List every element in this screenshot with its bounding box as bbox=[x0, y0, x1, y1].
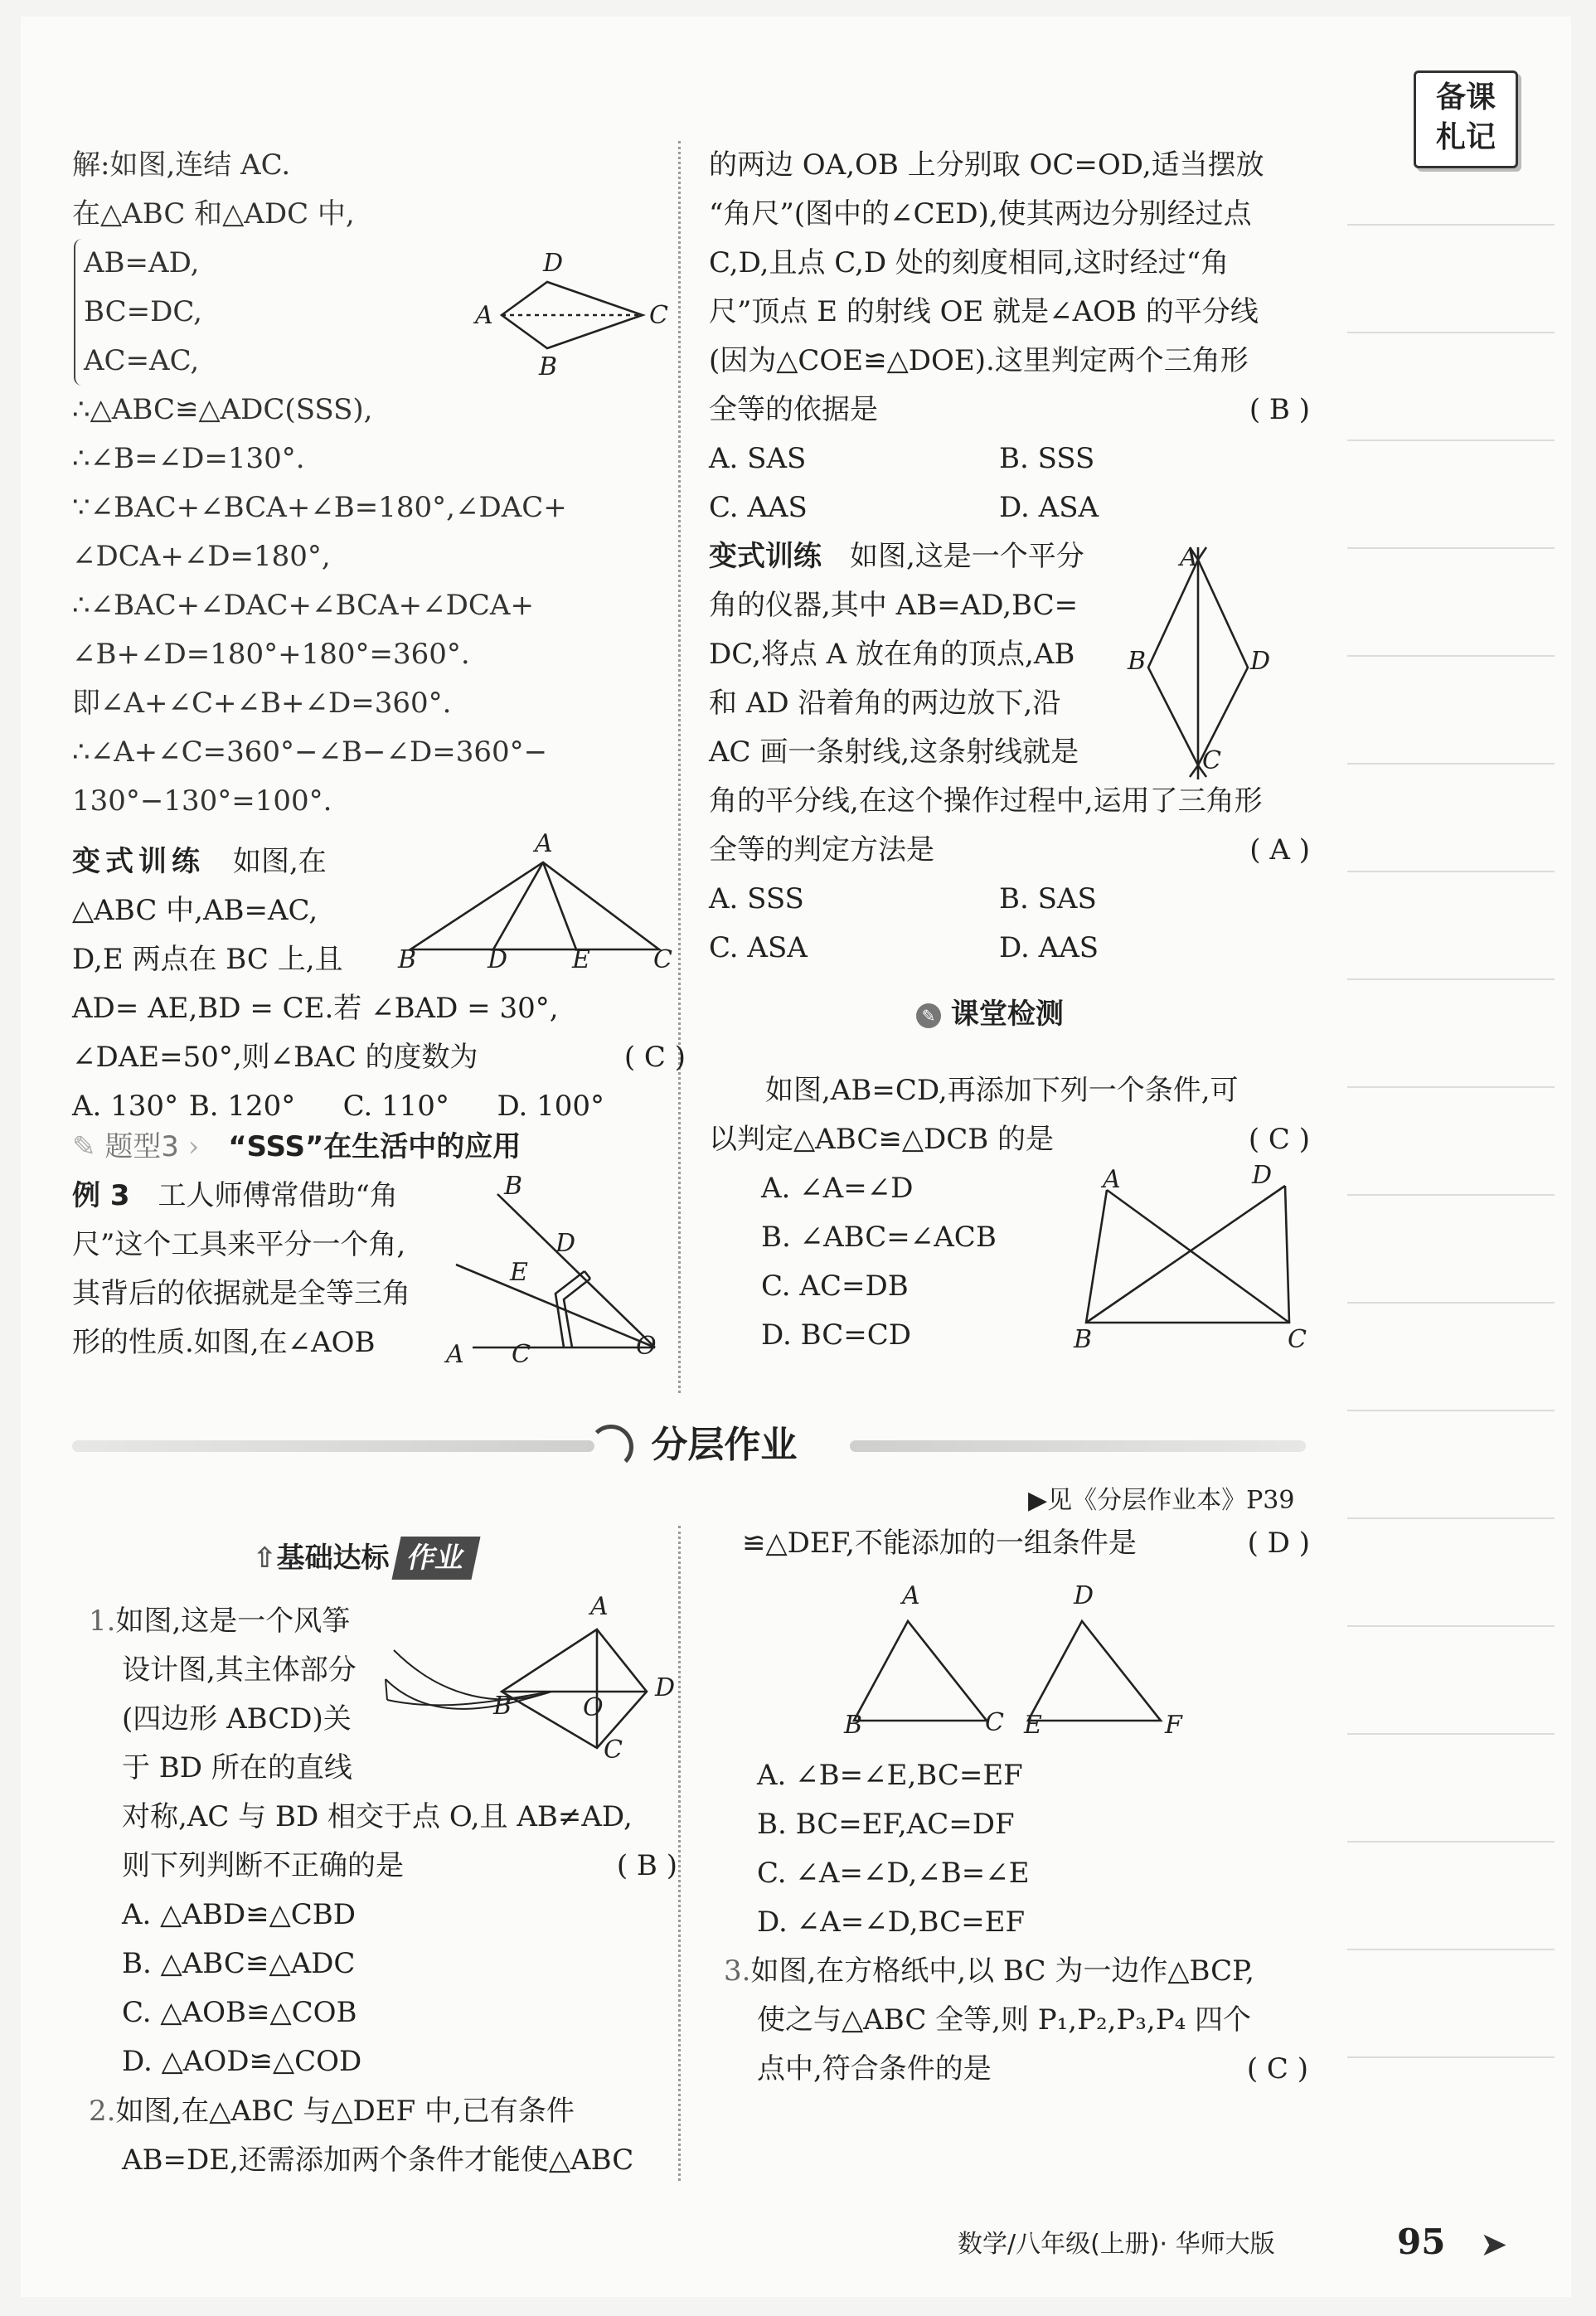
option-a: A. SAS bbox=[709, 442, 807, 475]
layered-title: 分层作业 bbox=[651, 1424, 798, 1466]
solution-line: ∴∠BAC+∠DAC+∠BCA+∠DCA+ bbox=[72, 589, 534, 622]
option-a: A. SSS bbox=[709, 882, 804, 915]
question-2-continued bbox=[742, 1519, 1310, 1568]
question-line: 如图,AB=CD,再添加下列一个条件,可 bbox=[765, 1074, 1239, 1107]
fig3-label-c: C bbox=[512, 1340, 531, 1369]
fig6-label-d: D bbox=[655, 1673, 676, 1702]
option-b: B. SAS bbox=[999, 882, 1097, 915]
bowtie-figure bbox=[1082, 1169, 1306, 1335]
fig2-label-a: A bbox=[535, 829, 553, 858]
fig7-label-b: B bbox=[844, 1711, 863, 1740]
fig1-label-a: A bbox=[475, 301, 493, 330]
fig6-label-c: C bbox=[604, 1736, 623, 1765]
note-tag-line: 札记 bbox=[1435, 120, 1496, 154]
option-c: C. 110° bbox=[342, 1090, 449, 1123]
fig2-label-d: D bbox=[488, 945, 508, 974]
note-tag-line: 备课 bbox=[1435, 80, 1496, 114]
textbook-page bbox=[21, 17, 1571, 2297]
variant-line: 如图,这是一个平分 bbox=[850, 540, 1084, 573]
question-2 bbox=[89, 2087, 677, 2185]
fig1-label-d: D bbox=[543, 249, 564, 278]
option-b: B. ∠ABC=∠ACB bbox=[761, 1221, 997, 1254]
solution-line: 即∠A+∠C+∠B+∠D=360°. bbox=[72, 687, 452, 720]
solution-line: 130°−130°=100°. bbox=[72, 784, 332, 818]
solution-line: AC=AC, bbox=[84, 344, 200, 377]
classroom-title: 课堂检测 bbox=[950, 998, 1064, 1031]
solution-line: AB=AD, bbox=[84, 246, 200, 279]
option-d: D. AAS bbox=[999, 931, 1099, 964]
fig2-label-c: C bbox=[653, 945, 672, 974]
note-tag bbox=[1414, 70, 1518, 168]
variant-line: DC,将点 A 放在角的顶点,AB bbox=[709, 638, 1075, 671]
option-d: D. △AOD≌△COD bbox=[122, 2045, 362, 2078]
question-3 bbox=[724, 1947, 1308, 2094]
banner-line-right bbox=[850, 1440, 1306, 1452]
footer-book-title: 数学/八年级(上册)· 华师大版 bbox=[958, 2230, 1275, 2259]
example-line: C,D,且点 C,D 处的刻度相同,这时经过“角 bbox=[709, 246, 1230, 279]
variant-line: 角的仪器,其中 AB=AD,BC= bbox=[709, 589, 1079, 622]
example-line: (因为△COE≌△DOE).这里判定两个三角形 bbox=[709, 344, 1249, 377]
fig5-label-d: D bbox=[1252, 1161, 1273, 1190]
q1-line: 对称,AC 与 BD 相交于点 O,且 AB≠AD, bbox=[122, 1800, 633, 1833]
answer-mark: ( C ) bbox=[1248, 1123, 1310, 1156]
fig5-label-a: A bbox=[1103, 1165, 1121, 1194]
banner-line-left bbox=[72, 1440, 594, 1452]
swirl-icon bbox=[589, 1425, 633, 1469]
answer-mark: ( C ) bbox=[1246, 2052, 1308, 2085]
variant-line: 如图,在 bbox=[233, 845, 327, 878]
two-triangles-figure bbox=[842, 1605, 1181, 1737]
option-a: A. ∠A=∠D bbox=[761, 1172, 914, 1205]
type3-tag: 题型3 bbox=[104, 1130, 179, 1163]
example3-continued bbox=[709, 141, 1310, 532]
type3-header: ✎ 题型3 › “SSS”在生活中的应用 bbox=[72, 1130, 521, 1163]
solution-line: ∴∠B=∠D=130°. bbox=[72, 442, 305, 475]
q2-number: 2. bbox=[89, 2095, 116, 2128]
option-d: D. ASA bbox=[999, 491, 1099, 524]
question-line: 以判定△ABC≌△DCB 的是 bbox=[709, 1123, 1055, 1156]
variant-line: AC 画一条射线,这条射线就是 bbox=[709, 736, 1079, 769]
fig5-label-c: C bbox=[1288, 1325, 1307, 1354]
option-b: B. 120° bbox=[188, 1090, 296, 1123]
answer-mark: ( B ) bbox=[616, 1849, 677, 1882]
fig7-label-a: A bbox=[902, 1581, 920, 1610]
option-a: A. ∠B=∠E,BC=EF bbox=[757, 1759, 1023, 1792]
kite-figure bbox=[369, 1600, 667, 1750]
solution-line: ∴∠A+∠C=360°−∠B−∠D=360°− bbox=[72, 736, 548, 769]
option-c: C. △AOB≌△COB bbox=[122, 1996, 357, 2029]
fig2-label-b: B bbox=[398, 945, 417, 974]
solution-block bbox=[72, 141, 669, 826]
solution-line: ∠B+∠D=180°+180°=360°. bbox=[72, 638, 470, 671]
option-c: C. ASA bbox=[709, 931, 808, 964]
homework-badge: 作业 bbox=[391, 1537, 480, 1580]
classroom-check-heading bbox=[916, 993, 1064, 1035]
clipboard-icon: ✎ bbox=[916, 1003, 941, 1028]
q1-line: 设计图,其主体部分 bbox=[122, 1653, 357, 1687]
q3-line: 如图,在方格纸中,以 BC 为一边作△BCP, bbox=[750, 1954, 1254, 1988]
basic-title: 基础达标 bbox=[276, 1542, 390, 1575]
fig3-label-b: B bbox=[504, 1172, 523, 1201]
option-a: A. △ABD≌△CBD bbox=[122, 1898, 357, 1931]
fig1-label-b: B bbox=[539, 352, 558, 381]
option-d: D. BC=CD bbox=[761, 1318, 912, 1352]
answer-mark: ( A ) bbox=[1249, 833, 1310, 867]
solution-line: ∴△ABC≌△ADC(SSS), bbox=[72, 393, 373, 426]
q1-line: 于 BD 所在的直线 bbox=[122, 1751, 352, 1784]
classroom-options bbox=[761, 1164, 1093, 1360]
option-b: B. BC=EF,AC=DF bbox=[757, 1808, 1015, 1841]
variant-heading: 变式训练 bbox=[709, 540, 822, 573]
fig6-label-a: A bbox=[590, 1592, 609, 1621]
solution-line: 解:如图,连结 AC. bbox=[72, 148, 291, 182]
variant-heading: 变式训练 bbox=[72, 845, 205, 878]
variant-line: △ABC 中,AB=AC, bbox=[72, 894, 318, 927]
fig7-label-c: C bbox=[985, 1708, 1004, 1737]
arrow-up-icon: ⇧ bbox=[253, 1542, 277, 1575]
q3-line: 点中,符合条件的是 bbox=[757, 2052, 992, 2085]
fig5-label-b: B bbox=[1074, 1325, 1093, 1354]
homework-ref: ▶见《分层作业本》P39 bbox=[1028, 1486, 1295, 1515]
option-d: D. 100° bbox=[497, 1090, 604, 1123]
q2-line: ≌△DEF,不能添加的一组条件是 bbox=[742, 1527, 1137, 1560]
fig4-label-a: A bbox=[1180, 543, 1198, 572]
example-line: 全等的依据是 bbox=[709, 393, 878, 426]
fig3-label-d: D bbox=[555, 1229, 576, 1258]
variant-line: 角的平分线,在这个操作过程中,运用了三角形 bbox=[709, 784, 1263, 818]
fig4-label-c: C bbox=[1202, 746, 1221, 775]
solution-line: BC=DC, bbox=[84, 295, 202, 328]
answer-mark: ( D ) bbox=[1247, 1527, 1310, 1560]
example-line: 尺”这个工具来平分一个角, bbox=[72, 1228, 406, 1261]
example-line: “角尺”(图中的∠CED),使其两边分别经过点 bbox=[709, 197, 1252, 231]
q3-number: 3. bbox=[724, 1954, 751, 1988]
fig6-label-o: O bbox=[583, 1693, 604, 1722]
type3-title: “SSS”在生活中的应用 bbox=[228, 1130, 521, 1163]
variant-line: 和 AD 沿着角的两边放下,沿 bbox=[709, 687, 1061, 720]
q1-line: 如图,这是一个风筝 bbox=[115, 1605, 351, 1638]
variant-line: ∠DAE=50°,则∠BAC 的度数为 bbox=[72, 1041, 478, 1074]
bisector-instrument-figure bbox=[1136, 543, 1260, 784]
fig2-label-e: E bbox=[572, 945, 590, 974]
variant-line: D,E 两点在 BC 上,且 bbox=[72, 943, 343, 976]
fig4-label-b: B bbox=[1128, 647, 1147, 676]
q3-line: 使之与△ABC 全等,则 P₁,P₂,P₃,P₄ 四个 bbox=[757, 2003, 1252, 2037]
quadrilateral-figure bbox=[485, 253, 667, 361]
system-brace bbox=[74, 239, 349, 386]
fig4-label-d: D bbox=[1250, 647, 1271, 676]
example-line: 形的性质.如图,在∠AOB bbox=[72, 1326, 376, 1359]
fig7-label-f: F bbox=[1165, 1711, 1182, 1740]
option-a: A. 130° bbox=[72, 1090, 179, 1123]
q1-number: 1. bbox=[89, 1605, 116, 1638]
option-b: B. △ABC≌△ADC bbox=[122, 1947, 356, 1980]
answer-mark: ( C ) bbox=[623, 1041, 686, 1074]
corner-arrow-icon: ➤ bbox=[1480, 2226, 1508, 2264]
fig1-label-c: C bbox=[649, 301, 668, 330]
layered-homework-title bbox=[589, 1418, 797, 1473]
variant-line: AD= AE,BD = CE.若 ∠BAD = 30°, bbox=[72, 992, 559, 1025]
option-c: C. AC=DB bbox=[761, 1270, 909, 1303]
example-line: 尺”顶点 E 的射线 OE 就是∠AOB 的平分线 bbox=[709, 295, 1259, 328]
example-line: 的两边 OA,OB 上分别取 OC=OD,适当摆放 bbox=[709, 148, 1264, 182]
isosceles-figure bbox=[406, 846, 672, 978]
example-line: 其背后的依据就是全等三角 bbox=[72, 1277, 410, 1310]
solution-line: ∠DCA+∠D=180°, bbox=[72, 540, 331, 573]
fig3-label-o: O bbox=[636, 1332, 657, 1361]
basic-heading bbox=[253, 1537, 476, 1580]
fig7-label-e: E bbox=[1024, 1711, 1042, 1740]
q1-line: 则下列判断不正确的是 bbox=[122, 1849, 404, 1882]
option-c: C. AAS bbox=[709, 491, 808, 524]
fig6-label-b: B bbox=[493, 1692, 512, 1721]
q2-line: 如图,在△ABC 与△DEF 中,已有条件 bbox=[115, 2095, 575, 2128]
fig7-label-d: D bbox=[1074, 1581, 1094, 1610]
type-icon: ✎ bbox=[72, 1130, 96, 1163]
example-line: 工人师傅常借助“角 bbox=[158, 1179, 398, 1212]
solution-line: ∵∠BAC+∠BCA+∠B=180°,∠DAC+ bbox=[72, 491, 567, 524]
question-2-options bbox=[757, 1751, 1304, 1947]
example-label: 例 3 bbox=[72, 1179, 130, 1212]
option-c: C. ∠A=∠D,∠B=∠E bbox=[757, 1857, 1030, 1890]
q1-line: (四边形 ABCD)关 bbox=[122, 1702, 352, 1736]
option-d: D. ∠A=∠D,BC=EF bbox=[757, 1906, 1026, 1939]
page-number: 95 bbox=[1397, 2221, 1446, 2262]
fig3-label-a: A bbox=[446, 1340, 464, 1369]
classroom-question bbox=[709, 1066, 1310, 1164]
variant-line: 全等的判定方法是 bbox=[709, 833, 934, 867]
fig3-label-e: E bbox=[510, 1258, 528, 1287]
answer-mark: ( B ) bbox=[1249, 393, 1310, 426]
option-b: B. SSS bbox=[999, 442, 1095, 475]
q2-line: AB=DE,还需添加两个条件才能使△ABC bbox=[122, 2144, 634, 2177]
example3 bbox=[72, 1172, 487, 1367]
solution-line: 在△ABC 和△ADC 中, bbox=[72, 197, 355, 231]
